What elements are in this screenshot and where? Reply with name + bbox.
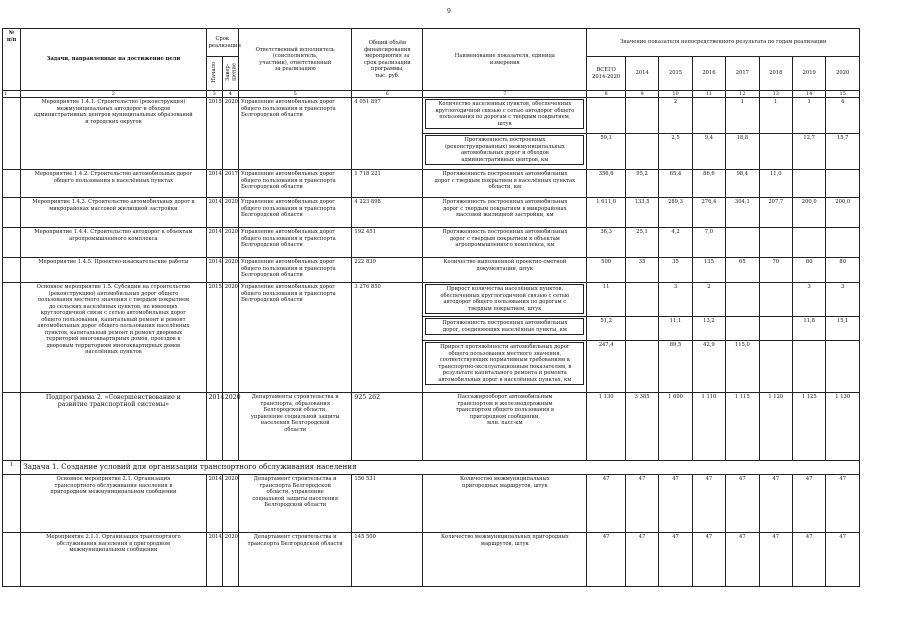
col-year-header: 2018 bbox=[759, 57, 792, 91]
col-term-header: Срок реализации bbox=[206, 29, 238, 57]
task-cell: Основное мероприятие 2.1. Организация транспортного обслуживания населения в пригородном межмуниципальном сообщении bbox=[21, 475, 206, 533]
row-num-cell bbox=[3, 198, 21, 228]
column-number: 5 bbox=[238, 91, 351, 98]
task-cell: Мероприятие 1.4.4. Строительство автодорог к объектам агропромышленного комплекса bbox=[21, 228, 206, 258]
row-num-cell bbox=[3, 393, 21, 461]
value-cell: 1 bbox=[792, 98, 825, 134]
value-cell: 9,4 bbox=[692, 134, 725, 170]
column-number: 15 bbox=[826, 91, 860, 98]
col-values-header: Значение показателя непосредственного результата по годам реализации bbox=[587, 29, 860, 57]
row-num-cell bbox=[3, 258, 21, 283]
volume-cell: 4 051 897 bbox=[352, 98, 423, 170]
value-cell: 200,0 bbox=[826, 198, 860, 228]
value-cell: 18,8 bbox=[726, 134, 759, 170]
value-cell: 4 bbox=[826, 98, 860, 134]
end-year-cell: 2020 bbox=[222, 198, 238, 228]
end-year-cell: 2020 bbox=[222, 393, 238, 461]
value-cell bbox=[625, 283, 658, 317]
column-number: 8 bbox=[587, 91, 625, 98]
value-cell: 356,6 bbox=[587, 170, 625, 198]
value-cell bbox=[826, 341, 860, 393]
indicator-cell bbox=[423, 341, 587, 393]
value-cell: 1 125 bbox=[792, 393, 825, 461]
value-cell: 80 bbox=[826, 258, 860, 283]
indicator-cell: Протяженность построенных автомобильных дорог с твердым покрытием к объектам агропромышленного комплекса, км bbox=[423, 228, 587, 258]
value-cell: 47 bbox=[826, 533, 860, 587]
executor-cell: Управление автомобильных дорог общего пользования и транспорта Белгородской области bbox=[238, 170, 351, 198]
column-number: 4 bbox=[222, 91, 238, 98]
volume-cell: 925 262 bbox=[352, 393, 423, 461]
indicator-cell bbox=[423, 317, 587, 341]
value-cell bbox=[625, 134, 658, 170]
value-cell: 25,1 bbox=[625, 228, 658, 258]
value-cell: 3 bbox=[826, 283, 860, 317]
value-cell: 2 bbox=[659, 98, 692, 134]
task-heading-cell: Задача 1. Создание условий для организации транспортного обслуживания населения bbox=[21, 461, 860, 475]
end-year-cell: 2020 bbox=[222, 475, 238, 533]
value-cell: 15,1 bbox=[826, 317, 860, 341]
col-end-header: Завер- шение bbox=[222, 57, 238, 91]
start-year-cell: 2014 bbox=[206, 475, 222, 533]
value-cell: 12,7 bbox=[792, 134, 825, 170]
indicator-box: Прирост протяжённости автомобильных дорог общего пользования местного значения, соответствующих нормативным требованиям к транспортно-эксплуатационным показателям, в результате капитального ремонта и ремонта автомобильных дорог в населённых пунктах, км bbox=[425, 342, 584, 385]
row-num-cell bbox=[3, 533, 21, 587]
value-cell: 86,6 bbox=[692, 170, 725, 198]
table-row-subprogram-2 bbox=[3, 393, 860, 461]
column-number: 6 bbox=[352, 91, 423, 98]
value-cell: 2,5 bbox=[659, 134, 692, 170]
value-cell: 47 bbox=[726, 533, 759, 587]
executor-cell: Управление автомобильных дорог общего пользования и транспорта Белгородской области bbox=[238, 228, 351, 258]
value-cell: 11,1 bbox=[659, 317, 692, 341]
end-year-cell: 2020 bbox=[222, 283, 238, 393]
value-cell: 47 bbox=[759, 475, 792, 533]
start-year-cell: 2015 bbox=[206, 283, 222, 393]
value-cell bbox=[692, 98, 725, 134]
column-number: 9 bbox=[625, 91, 658, 98]
value-cell bbox=[792, 341, 825, 393]
indicator-cell bbox=[423, 98, 587, 134]
value-cell bbox=[759, 228, 792, 258]
value-cell: 135 bbox=[692, 258, 725, 283]
value-cell bbox=[826, 228, 860, 258]
value-cell: 47 bbox=[625, 533, 658, 587]
task-cell: Основное мероприятие 1.5. Субсидии на строительство (реконструкцию) автомобильных дорог общего пользования местного значения с твердым покрытием до сельских населённых пунктов, не имеющих круглогодичной связи с сетью автомобильных дорог общего пользования, капитальный ремонт и ремонт автомобильных дорог общего пользования населённых пунктов, капитальный ремонт и ремонт дворовых территорий многоквартирных домов, проездов к дворовым территориям многоквартирных домов населённых пунктов bbox=[21, 283, 206, 393]
table-row-1-4-4 bbox=[3, 228, 860, 258]
value-cell bbox=[826, 170, 860, 198]
volume-cell: 1 718 221 bbox=[352, 170, 423, 198]
value-cell: 1 611,0 bbox=[587, 198, 625, 228]
table-row-1-4-5 bbox=[3, 258, 860, 283]
indicator-cell: Количество межмуниципальных пригородных маршрутов, штук bbox=[423, 533, 587, 587]
page-number: 9 bbox=[447, 8, 451, 15]
row-num-cell bbox=[3, 475, 21, 533]
value-cell: 65,4 bbox=[659, 170, 692, 198]
value-cell bbox=[625, 317, 658, 341]
column-number: 10 bbox=[659, 91, 692, 98]
col-volume-header: Общий объём финансирования мероприятия за срок реализации программы, тыс. руб. bbox=[352, 29, 423, 91]
value-cell bbox=[726, 283, 759, 317]
value-cell: 47 bbox=[659, 475, 692, 533]
value-cell: 47 bbox=[659, 533, 692, 587]
value-cell: 200,0 bbox=[792, 198, 825, 228]
start-year-cell: 2014 bbox=[206, 258, 222, 283]
table-row-1-4-1 bbox=[3, 98, 860, 134]
task-cell: Мероприятие 1.4.1. Строительство (реконструкция) межмуниципальных автодорог и обходов административных центров муниципальных образований и городских округов bbox=[21, 98, 206, 170]
col-year-header: 2020 bbox=[826, 57, 860, 91]
end-year-cell: 2020 bbox=[222, 533, 238, 587]
value-cell: 2 bbox=[692, 283, 725, 317]
column-number: 11 bbox=[692, 91, 725, 98]
value-cell: 95,2 bbox=[625, 170, 658, 198]
start-year-cell: 2014 bbox=[206, 170, 222, 198]
volume-cell: 3 276 850 bbox=[352, 283, 423, 393]
value-cell: 51,2 bbox=[587, 317, 625, 341]
value-cell bbox=[759, 317, 792, 341]
value-cell: 500 bbox=[587, 258, 625, 283]
value-cell: 7,0 bbox=[692, 228, 725, 258]
column-number: 14 bbox=[792, 91, 825, 98]
value-cell: 98,4 bbox=[726, 170, 759, 198]
program-table bbox=[2, 28, 860, 587]
executor-cell: Управление автомобильных дорог общего пользования и транспорта Белгородской области bbox=[238, 198, 351, 228]
task-cell: Мероприятие 2.1.1. Организация транспортного обслуживания населения в пригородном межмуниципальном сообщении bbox=[21, 533, 206, 587]
end-year-cell: 2017 bbox=[222, 170, 238, 198]
value-cell: 59,1 bbox=[587, 134, 625, 170]
executor-cell: Управление автомобильных дорог общего пользования и транспорта Белгородской области bbox=[238, 283, 351, 393]
value-cell: 1 120 bbox=[759, 393, 792, 461]
value-cell: 35 bbox=[625, 258, 658, 283]
value-cell: 1 130 bbox=[587, 393, 625, 461]
value-cell bbox=[792, 228, 825, 258]
value-cell: 89,5 bbox=[659, 341, 692, 393]
value-cell: 289,3 bbox=[659, 198, 692, 228]
start-year-cell: 2015 bbox=[206, 98, 222, 170]
executor-cell: Департаменты строительства и транспорта, образования Белгородской области, управление социальной защиты населения Белгородской области bbox=[238, 393, 351, 461]
value-cell: 3 bbox=[659, 283, 692, 317]
value-cell: 42,9 bbox=[692, 341, 725, 393]
col-task-header: Задачи, направленные на достижение цели bbox=[21, 29, 206, 91]
value-cell: 36,3 bbox=[587, 228, 625, 258]
value-cell: 3 385 bbox=[625, 393, 658, 461]
value-cell: 3 bbox=[792, 283, 825, 317]
col-year-header: 2019 bbox=[792, 57, 825, 91]
indicator-cell: Протяженность построенных автомобильных дорог с твердым покрытием в микрорайонах массовой жилищной застройки, км bbox=[423, 198, 587, 228]
volume-cell: 192 451 bbox=[352, 228, 423, 258]
value-cell: 133,5 bbox=[625, 198, 658, 228]
value-cell: 1 bbox=[759, 98, 792, 134]
value-cell: 35 bbox=[659, 258, 692, 283]
column-number: 7 bbox=[423, 91, 587, 98]
value-cell bbox=[587, 98, 625, 134]
value-cell bbox=[759, 341, 792, 393]
value-cell: 47 bbox=[826, 475, 860, 533]
indicator-cell: Количество выполненной проектно-сметной документации, штук bbox=[423, 258, 587, 283]
value-cell: 276,4 bbox=[692, 198, 725, 228]
value-cell: 11 bbox=[587, 283, 625, 317]
table-row-1-4-3 bbox=[3, 198, 860, 228]
value-cell bbox=[792, 170, 825, 198]
executor-cell: Департамент строительства и транспорта Белгородской области bbox=[238, 533, 351, 587]
value-cell: 13,2 bbox=[692, 317, 725, 341]
executor-cell: Управление автомобильных дорог общего пользования и транспорта Белгородской области bbox=[238, 258, 351, 283]
indicator-cell bbox=[423, 134, 587, 170]
indicator-cell: Количество межмуниципальных пригородных маршрутов, штук bbox=[423, 475, 587, 533]
start-year-cell: 2014 bbox=[206, 228, 222, 258]
value-cell: 47 bbox=[792, 533, 825, 587]
value-cell: 47 bbox=[587, 533, 625, 587]
start-year-cell: 2014 bbox=[206, 533, 222, 587]
end-year-cell: 2020 bbox=[222, 228, 238, 258]
start-year-cell: 2014 bbox=[206, 198, 222, 228]
task-cell: Подпрограмма 2. «Совершенствование и развитие транспортной системы» bbox=[21, 393, 206, 461]
value-cell bbox=[759, 134, 792, 170]
col-year-header: 2015 bbox=[659, 57, 692, 91]
row-num-cell: 1 bbox=[3, 461, 21, 475]
volume-cell: 156 531 bbox=[352, 475, 423, 533]
col-year-header: 2016 bbox=[692, 57, 725, 91]
start-year-cell: 2014 bbox=[206, 393, 222, 461]
value-cell: 1 130 bbox=[826, 393, 860, 461]
value-cell: 1 bbox=[726, 98, 759, 134]
col-year-total-header: ВСЕГО 2014-2020 bbox=[587, 57, 625, 91]
indicator-box: Количество населенных пунктов, обеспеченных круглогодичной связью с сетью автодорог общего пользования по дорогам с твердым покрытием, штук bbox=[425, 99, 584, 129]
column-number-row bbox=[3, 91, 860, 98]
value-cell: 47 bbox=[759, 533, 792, 587]
col-start-header: Начало bbox=[206, 57, 222, 91]
task-cell: Мероприятие 1.4.5. Проектно-изыскательские работы bbox=[21, 258, 206, 283]
column-number: 3 bbox=[206, 91, 222, 98]
volume-cell: 145 500 bbox=[352, 533, 423, 587]
table-row-1-5 bbox=[3, 283, 860, 317]
value-cell: 80 bbox=[792, 258, 825, 283]
indicator-box: Прирост количества населённых пунктов, обеспеченных круглогодичной связью с сетью автодорог общего пользования по дорогам с твердым покрытием, штук bbox=[425, 284, 584, 314]
indicator-cell: Пассажирооборот автомобильным транспортом и железнодорожным транспортом общего пользования в пригородном сообщении, млн. пасс-км bbox=[423, 393, 587, 461]
value-cell: 4,2 bbox=[659, 228, 692, 258]
indicator-cell: Протяженность построенных автомобильных дорог с твердым покрытием в населённых пунктах области, км bbox=[423, 170, 587, 198]
col-num-header: № п/п bbox=[3, 29, 21, 91]
value-cell: 47 bbox=[726, 475, 759, 533]
value-cell: 247,4 bbox=[587, 341, 625, 393]
value-cell: 47 bbox=[692, 533, 725, 587]
row-num-cell bbox=[3, 283, 21, 393]
row-num-cell bbox=[3, 228, 21, 258]
volume-cell: 4 223 898 bbox=[352, 198, 423, 228]
value-cell: 65 bbox=[726, 258, 759, 283]
col-indicator-header: Наименование показателя, единица измерения bbox=[423, 29, 587, 91]
value-cell bbox=[726, 317, 759, 341]
table-row-task-1 bbox=[3, 461, 860, 475]
value-cell: 47 bbox=[625, 475, 658, 533]
value-cell: 11,8 bbox=[792, 317, 825, 341]
value-cell: 47 bbox=[792, 475, 825, 533]
value-cell: 1 115 bbox=[726, 393, 759, 461]
value-cell bbox=[625, 98, 658, 134]
value-cell: 1 110 bbox=[692, 393, 725, 461]
row-num-cell bbox=[3, 98, 21, 170]
value-cell: 47 bbox=[587, 475, 625, 533]
value-cell: 70 bbox=[759, 258, 792, 283]
indicator-cell bbox=[423, 283, 587, 317]
end-year-cell: 2020 bbox=[222, 98, 238, 170]
column-number: 2 bbox=[21, 91, 206, 98]
value-cell: 207,7 bbox=[759, 198, 792, 228]
indicator-box: Протяженность построенных автомобильных дорог, соединяющих населённые пункты, км bbox=[425, 318, 584, 335]
col-year-header: 2014 bbox=[625, 57, 658, 91]
indicator-box: Протяженность построенных (реконструированных) межмуниципальных автомобильных дорог и обходов административных центров, км bbox=[425, 135, 584, 165]
value-cell: 304,1 bbox=[726, 198, 759, 228]
volume-cell: 222 839 bbox=[352, 258, 423, 283]
value-cell bbox=[726, 228, 759, 258]
value-cell: 15,7 bbox=[826, 134, 860, 170]
column-number: 12 bbox=[726, 91, 759, 98]
executor-cell: Управление автомобильных дорог общего пользования и транспорта Белгородской области bbox=[238, 98, 351, 170]
value-cell: 11,0 bbox=[759, 170, 792, 198]
executor-cell: Департамент строительства и транспорта Белгородской области, управление социальной защиты населения Белгородской области bbox=[238, 475, 351, 533]
column-number: 13 bbox=[759, 91, 792, 98]
value-cell: 115,0 bbox=[726, 341, 759, 393]
task-cell: Мероприятие 1.4.3. Строительство автомобильных дорог в микрорайонах массовой жилищной застройки bbox=[21, 198, 206, 228]
table-row-2-1-1 bbox=[3, 533, 860, 587]
end-year-cell: 2020 bbox=[222, 258, 238, 283]
value-cell: 1 600 bbox=[659, 393, 692, 461]
task-cell: Мероприятие 1.4.2. Строительство автомобильных дорог общего пользования в населённых пунктах bbox=[21, 170, 206, 198]
row-num-cell bbox=[3, 170, 21, 198]
col-executor-header: Ответственный исполнитель (соисполнитель, участник), ответственный за реализацию bbox=[238, 29, 351, 91]
header-row-1 bbox=[3, 29, 860, 57]
table-row-2-1 bbox=[3, 475, 860, 533]
col-year-header: 2017 bbox=[726, 57, 759, 91]
value-cell: 47 bbox=[692, 475, 725, 533]
value-cell bbox=[625, 341, 658, 393]
value-cell bbox=[759, 283, 792, 317]
column-number: 1 bbox=[3, 91, 21, 98]
table-row-1-4-2 bbox=[3, 170, 860, 198]
